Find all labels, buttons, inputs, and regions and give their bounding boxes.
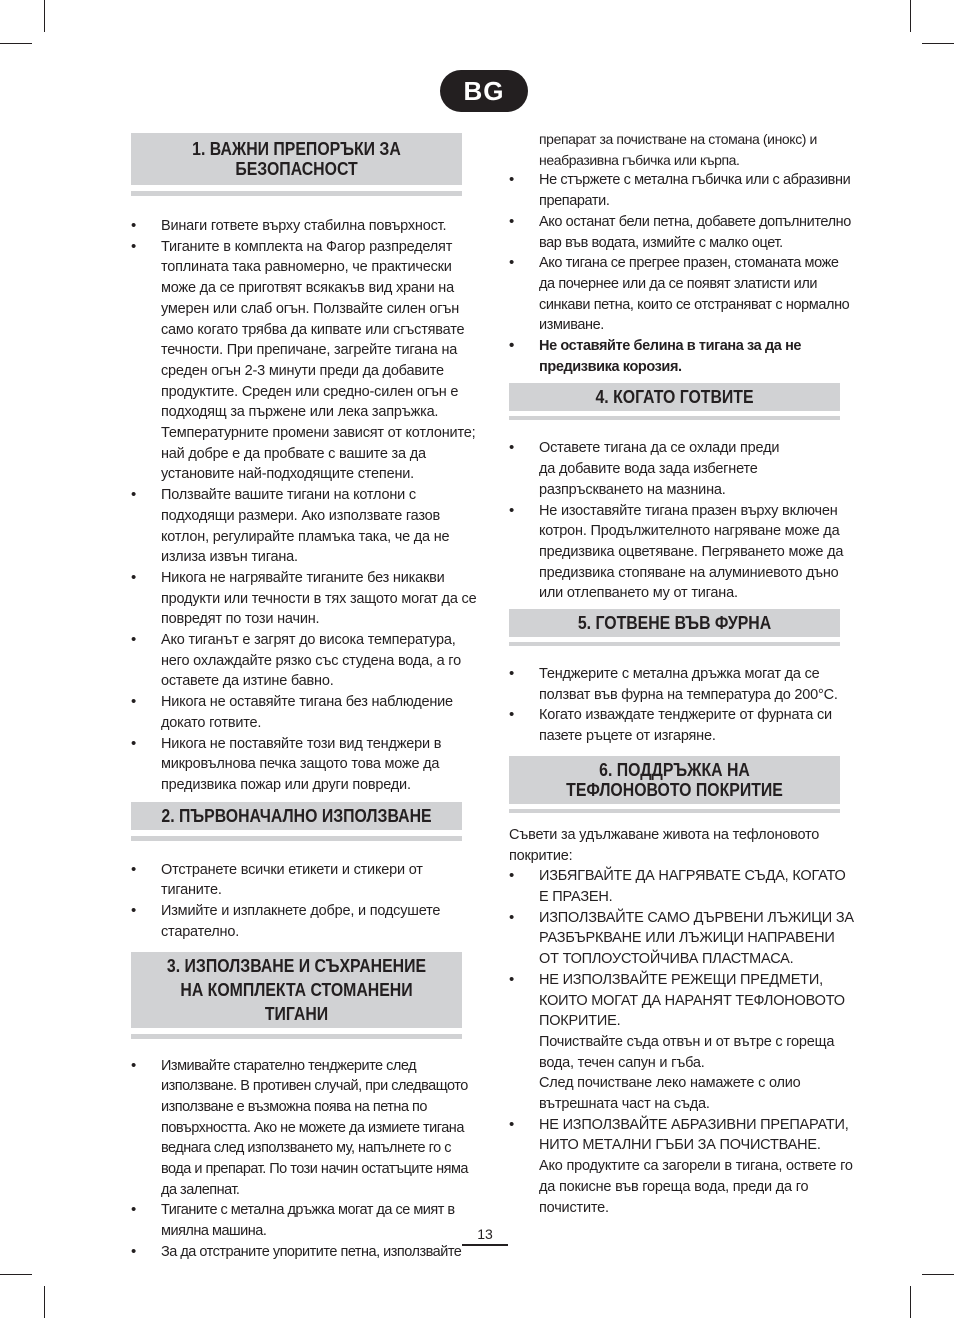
crop-mark: [0, 1274, 32, 1275]
section-title: 6. ПОДДРЪЖКА НА ТЕФЛОНОВОТО ПОКРИТИЕ: [529, 756, 820, 804]
list-item: • Когато изваждате тенджерите от фурната си пазете ръцете от изгаряне.: [509, 705, 854, 746]
list-item: [509, 970, 854, 1115]
list-item: • Ако тигана се прегрее празен, стоманата може да почернее или да се появят златисти или синкави петна, които се отстраняват с нормално измиване.: [509, 253, 854, 336]
use-storage-list-cont: [509, 170, 854, 377]
list-item-note: След почистване леко намажете с олио вътрешната част на съда.: [539, 1075, 801, 1113]
list-item: • Никога не оставяйте тигана без наблюдение докато готвите.: [131, 692, 482, 733]
crop-mark: [922, 1274, 954, 1275]
list-item: • Ползвайте вашите тигани на котлони с подходящи размери. Ако използвате газов котлон, регулирайте пламъка така, че да не излиза извън тигана.: [131, 485, 482, 568]
section-rule: [131, 1034, 462, 1039]
teflon-intro: Съвети за удължаване живота на тефлоновото покритие:: [509, 826, 820, 864]
list-item: • Никога не поставяйте този вид тенджери в микровълнова печка защото това може да предизвика пожар или други повреди.: [131, 734, 482, 796]
list-item: • Измийте и изплакнете добре, и подсушете старателно.: [131, 901, 482, 942]
list-item-note: Почиствайте съда отвън и от вътре с гореща вода, течен сапун и гъба.: [539, 1033, 835, 1071]
list-item: • Оставете тигана да се охлади преди да добавите вода зада избегнете разпръскването на мазнина.: [509, 438, 854, 500]
section-header-teflon: [509, 756, 840, 813]
crop-mark: [910, 1286, 911, 1318]
section-title: 1. ВАЖНИ ПРЕПОРЪКИ ЗА БЕЗОПАСНОСТ: [151, 133, 442, 185]
list-item: • Ако тиганът е загрят до висока температура, него охлаждайте рязко със студена вода, а го оставете да изтине бавно.: [131, 630, 482, 692]
list-item-text: ИЗБЯГВАЙТЕ ДА НАГРЯВАТЕ СЪДА, КОГАТО Е ПРАЗЕН.: [539, 868, 846, 905]
list-item: • Тиганите в комплекта на Фагор разпределят топлината така равномерно, че практически може да се приготвят всякакъв вид храни на умерен или слаб огън. Ползвайте силен огън само когато трябва да кипвате или сгъстявате течности. При препичане, загрейте тигана на среден огън 2-3 минути преди да добавите продуктите. Среден или средно-силен огън е подходящ за пържене или лека запръжка. Температурните промени зависят от котлоните; най добре е да пробвате с вашите за да установите най-подходящите степени.: [131, 237, 482, 485]
list-item-note: Ако продуктите са загорели в тигана, оствете го да покисне във гореща вода, преди да го почистите.: [539, 1158, 853, 1216]
crop-mark: [0, 43, 32, 44]
page-number: 13: [462, 1225, 508, 1246]
section-header-oven: [509, 609, 840, 646]
section-rule: [131, 191, 462, 196]
list-item: [509, 908, 854, 970]
list-item: • Тенджерите с метална дръжка могат да се ползват във фурна на температура до 200°C.: [509, 664, 854, 705]
list-item: • Ако останат бели петна, добавете допълнително вар във водата, измийте с малко оцет.: [509, 212, 854, 253]
crop-mark: [910, 0, 911, 32]
continuation-text: препарат за почистване на стомана (инокс) и неабразивна гъбичка или кърпа.: [539, 131, 817, 168]
list-item: • Не изоставяйте тигана празен върху включен котрон. Продължителното нагряване може да предизвика оцветяване. Пегряването може да предизвика стопяване на алуминиевото дъно или отлепването му от тигана.: [509, 501, 854, 605]
section-rule: [131, 836, 462, 841]
list-item: • Не стържете с метална гъбичка или с абразивни препарати.: [509, 170, 854, 211]
list-item: • За да отстраните упоритите петна, използвайте: [131, 1242, 482, 1263]
section-title: 3. ИЗПОЛЗВАНЕ И СЪХРАНЕНИЕ НА КОМПЛЕКТА СТОМАНЕНИ ТИГАНИ: [151, 952, 442, 1028]
list-item: [509, 866, 854, 907]
list-item-text: • НЕ ИЗПОЛЗВАЙТЕ РЕЖЕЩИ ПРЕДМЕТИ, КОИТО МОГАТ ДА НАРАНЯТ ТЕФЛОНОВОТО ПОКРИТИЕ.: [539, 971, 845, 1030]
list-item-text: • НЕ ИЗПОЛЗВАЙТЕ АБРАЗИВНИ ПРЕПАРАТИ, НИТО МЕТАЛНИ ГЪБИ ЗА ПОЧИСТВАНЕ.: [539, 1116, 849, 1154]
section-title: 4. КОГАТО ГОТВИТЕ: [529, 383, 820, 411]
crop-mark: [922, 43, 954, 44]
list-item: • Винаги гответе върху стабилна повърхност.: [131, 216, 482, 237]
use-storage-list: [131, 1056, 482, 1263]
list-item: • Отстранете всички етикети и стикери от тиганите.: [131, 860, 482, 901]
section-header-first-use: [131, 802, 462, 841]
section-header-cooking: [509, 383, 840, 420]
crop-mark: [44, 0, 45, 32]
teflon-list: [509, 866, 854, 1218]
warning-item: • Не оставяйте белина в тигана за да не предизвика корозия.: [509, 336, 854, 377]
safety-list: [131, 216, 482, 796]
section-rule: [509, 416, 840, 420]
oven-list: [509, 664, 854, 747]
first-use-list: [131, 860, 482, 943]
cooking-list: [509, 438, 854, 604]
section-title: 2. ПЪРВОНАЧАЛНО ИЗПОЛЗВАНЕ: [151, 802, 442, 830]
section-rule: [509, 809, 840, 813]
list-item: • Измивайте старателно тенджерите след използване. В противен случай, при следващото използване е възможна поява на петна по повърхността. Ако не можете да измиете тигана веднага след използването му, напълнете го с вода и препарат. По този начин остатъците няма да залепнат.: [131, 1056, 482, 1201]
section-title: 5. ГОТВЕНЕ ВЪВ ФУРНА: [529, 609, 820, 637]
list-item-text: ИЗПОЛЗВАЙТЕ САМО ДЪРВЕНИ ЛЪЖИЦИ ЗА РАЗБЪРКВАНЕ ИЛИ ЛЪЖИЦИ НАПРАВЕНИ ОТ ТОПЛОУСТОЙЧИВА ПЛАСТМАСА.: [539, 909, 854, 968]
section-rule: [509, 642, 840, 646]
list-item: [509, 1115, 854, 1219]
section-header-safety: [131, 133, 462, 196]
left-column: [131, 133, 482, 1263]
list-item: • Тиганите с метална дръжка могат да се мият в миялна машина.: [131, 1200, 482, 1241]
crop-mark: [44, 1286, 45, 1318]
language-badge: BG: [440, 70, 528, 112]
list-item: • Никога не нагрявайте тиганите без никакви продукти или течности в тях защото могат да се повредят по този начин.: [131, 568, 482, 630]
section-header-use-storage: [131, 952, 462, 1039]
right-column: [509, 129, 854, 1218]
